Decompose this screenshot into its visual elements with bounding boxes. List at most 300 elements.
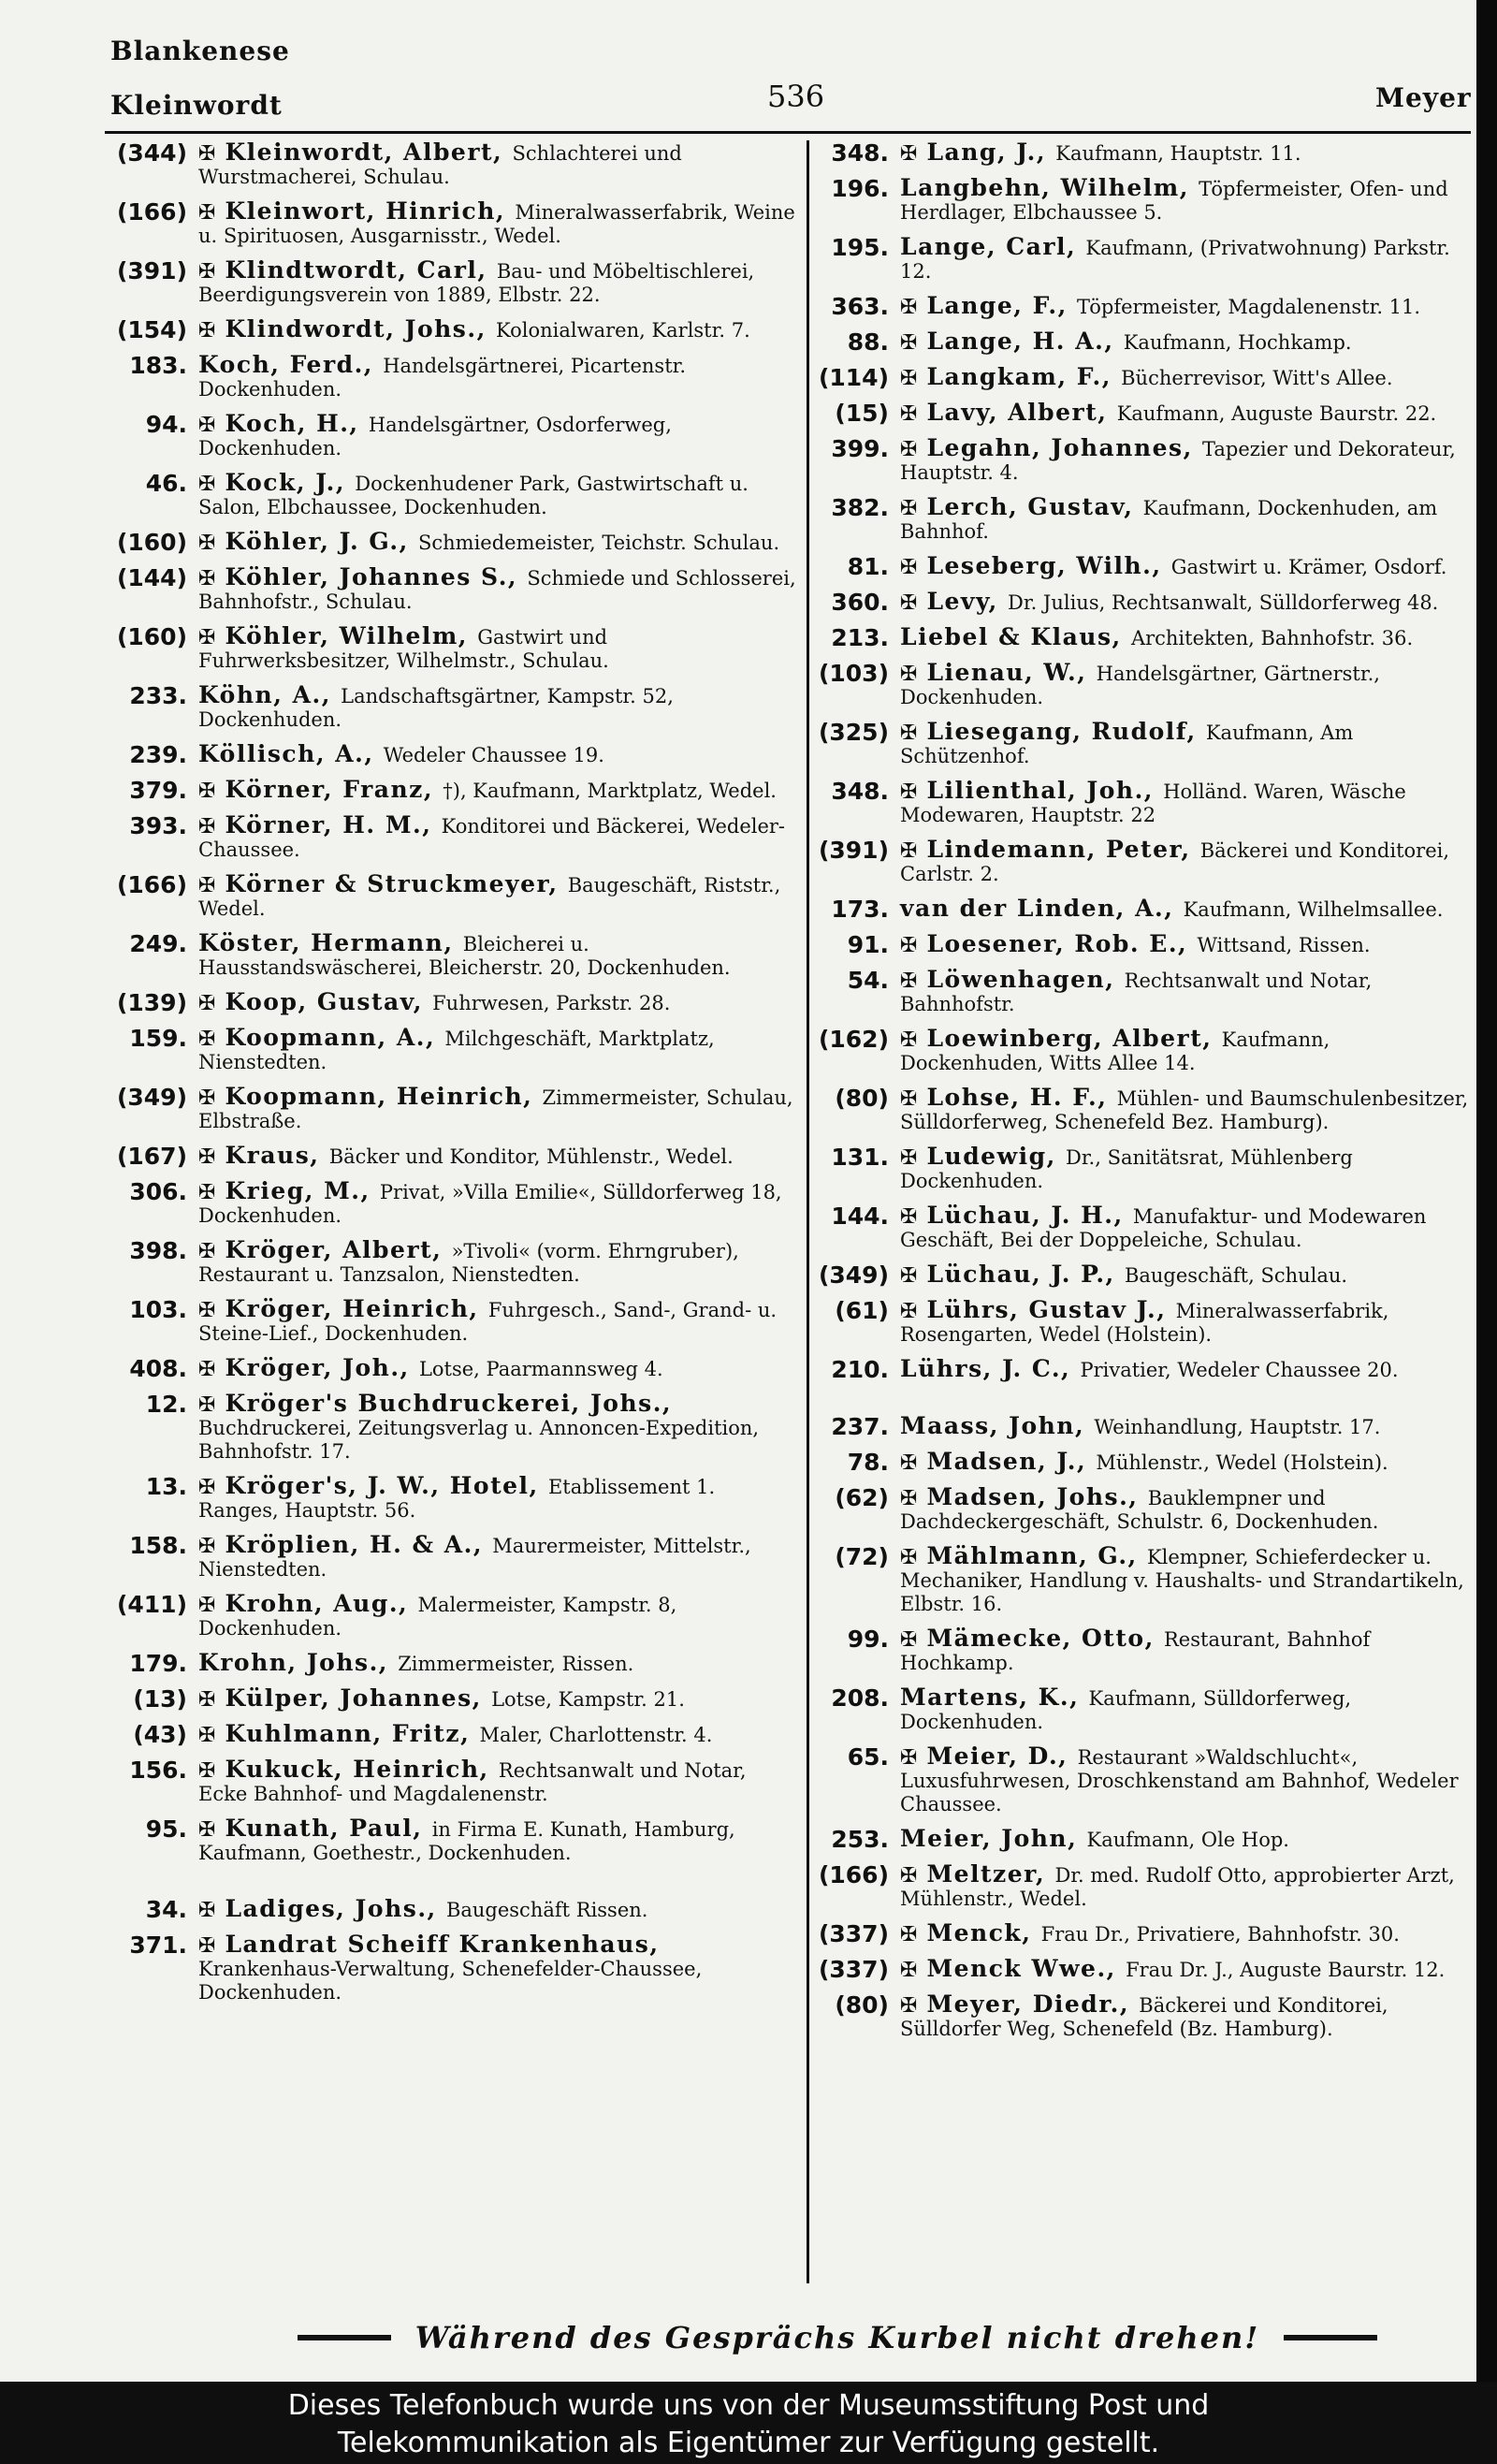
entry-description: Schmiede und Schlosserei, Bahnhofstr., Schulau.: [198, 567, 796, 613]
entry-description: Architekten, Bahnhofstr. 36.: [1130, 627, 1414, 649]
telephone-symbol-icon: ✠: [900, 1864, 918, 1888]
entry-number: 156.: [129, 1757, 187, 1784]
slogan-bar-right: [1284, 2335, 1377, 2340]
entry-description: Kaufmann, Wilhelmsallee.: [1183, 898, 1444, 921]
entry-text: [198, 1474, 797, 1523]
entry-text: [198, 412, 797, 460]
directory-entry: [816, 968, 1471, 1016]
telephone-symbol-icon: ✠: [198, 1393, 216, 1417]
entry-text: [900, 1957, 1471, 1982]
entry-number: 95.: [145, 1815, 187, 1843]
telephone-symbol-icon: ✠: [198, 532, 216, 555]
entry-name: Kuhlmann, Fritz,: [225, 1720, 480, 1747]
entry-text: [900, 590, 1471, 615]
telephone-symbol-icon: ✠: [198, 1476, 216, 1499]
entry-name: Lange, Carl,: [900, 233, 1086, 260]
directory-entry: [105, 990, 797, 1015]
entry-name: Klindwordt, Johs.,: [225, 315, 496, 343]
telephone-symbol-icon: ✠: [198, 201, 216, 225]
directory-entry: [105, 317, 797, 343]
telephone-symbol-icon: ✠: [198, 1818, 216, 1842]
telephone-symbol-icon: ✠: [900, 296, 918, 319]
entry-description: Privat, »Villa Emilie«, Sülldorferweg 18, Dockenhuden.: [198, 1181, 782, 1227]
entry-number: 239.: [129, 741, 187, 768]
entry-number: 34.: [145, 1896, 187, 1923]
telephone-symbol-icon: ✠: [198, 1724, 216, 1747]
header-rule: [105, 131, 1471, 134]
entry-name: Körner, Franz,: [225, 776, 443, 803]
entry-number: 382.: [831, 494, 889, 521]
directory-entry: [105, 1592, 797, 1640]
directory-entry: [105, 1757, 797, 1806]
entry-text: [198, 683, 797, 732]
telephone-symbol-icon: ✠: [900, 438, 918, 461]
entry-text: [900, 1027, 1471, 1075]
entry-description: Bau- und Möbeltischlerei, Beerdigungsverein von 1889, Elbstr. 22.: [198, 260, 755, 306]
entry-name: Madsen, Johs.,: [926, 1483, 1148, 1510]
telephone-symbol-icon: ✠: [900, 1959, 918, 1982]
telephone-symbol-icon: ✠: [900, 402, 918, 426]
entry-description: Weinhandlung, Hauptstr. 17.: [1094, 1416, 1381, 1438]
entry-name: Kraus,: [225, 1142, 329, 1169]
entry-description: Manufaktur- und Modewaren Geschäft, Bei der Doppeleiche, Schulau.: [900, 1205, 1427, 1251]
entry-number: (349): [116, 1084, 187, 1111]
entry-name: Kunath, Paul,: [225, 1815, 432, 1842]
directory-entry: [816, 661, 1471, 709]
telephone-symbol-icon: ✠: [198, 1086, 216, 1110]
entry-name: Meltzer,: [926, 1860, 1055, 1888]
entry-text: [198, 1722, 797, 1747]
entry-number: (13): [133, 1685, 187, 1713]
entry-text: [900, 838, 1471, 886]
entry-text: [198, 530, 797, 555]
entry-name: Ludewig,: [926, 1143, 1066, 1170]
entry-name: Lange, F.,: [926, 292, 1078, 319]
directory-entry: [105, 471, 797, 519]
directory-entry: [816, 590, 1471, 615]
entry-number: (15): [835, 400, 889, 427]
directory-entry: [105, 412, 797, 460]
entry-name: Kleinwordt, Albert,: [225, 139, 513, 166]
entry-name: Koch, Ferd.,: [198, 351, 384, 378]
entry-name: Meyer, Diedr.,: [926, 1990, 1140, 2018]
entry-number: 158.: [129, 1532, 187, 1559]
directory-entry: [105, 1392, 797, 1464]
entry-number: (166): [818, 1861, 889, 1888]
entry-name: Kröger's Buchdruckerei, Johs.,: [225, 1390, 673, 1417]
directory-entry: [816, 436, 1471, 485]
telephone-symbol-icon: ✠: [900, 970, 918, 993]
entry-number: 12.: [145, 1391, 187, 1418]
entry-number: 159.: [129, 1025, 187, 1052]
entry-name: Meier, John,: [900, 1825, 1087, 1852]
directory-entry: [105, 258, 797, 307]
entry-description: Dockenhudener Park, Gastwirtschaft u. Salon, Elbchaussee, Dockenhuden.: [198, 473, 748, 518]
entry-name: Kröger, Albert,: [225, 1236, 452, 1263]
entry-number: 210.: [831, 1356, 889, 1383]
entry-name: Löwenhagen,: [926, 966, 1125, 993]
directory-entry: [816, 140, 1471, 166]
directory-entry: [816, 1414, 1471, 1439]
telephone-symbol-icon: ✠: [900, 497, 918, 520]
entry-description: Kolonialwaren, Karlstr. 7.: [496, 319, 750, 342]
entry-name: Koop, Gustav,: [225, 988, 433, 1015]
slogan-bar-left: [298, 2335, 391, 2340]
entry-description: Kaufmann, (Privatwohnung) Parkstr. 12.: [900, 237, 1450, 283]
entry-number: 46.: [145, 470, 187, 497]
entry-name: Kröger, Joh.,: [225, 1354, 419, 1381]
entry-number: 237.: [831, 1413, 889, 1440]
footer-line-2: Telekommunikation als Eigentümer zur Verfügung gestellt.: [337, 2427, 1160, 2459]
entry-text: [900, 1827, 1471, 1852]
entry-number: (103): [818, 660, 889, 687]
directory-entry: [105, 1297, 797, 1346]
entry-description: Gastwirt und Fuhrwerksbesitzer, Wilhelmstr., Schulau.: [198, 626, 609, 672]
telephone-symbol-icon: ✠: [198, 1934, 216, 1958]
directory-entry: [816, 1145, 1471, 1193]
slogan-row: [211, 2319, 1464, 2356]
directory-entry: [816, 1921, 1471, 1946]
entry-text: [198, 1179, 797, 1228]
entry-number: 393.: [129, 812, 187, 839]
entry-number: 208.: [831, 1684, 889, 1712]
entry-number: 306.: [129, 1178, 187, 1205]
footer-notice: [0, 2382, 1497, 2464]
directory-entry: [816, 1862, 1471, 1911]
entry-number: (61): [835, 1297, 889, 1324]
entry-name: Körner, H. M.,: [225, 811, 442, 838]
telephone-symbol-icon: ✠: [198, 780, 216, 803]
entry-text: [198, 140, 797, 189]
entry-name: Lang, J.,: [926, 139, 1056, 166]
entry-description: Landschaftsgärtner, Kampstr. 52, Dockenhuden.: [198, 685, 674, 731]
entry-text: [900, 401, 1471, 426]
entry-number: 183.: [129, 352, 187, 379]
entry-number: 144.: [831, 1203, 889, 1230]
entry-number: (160): [116, 529, 187, 556]
directory-entry: [105, 1651, 797, 1676]
entry-description: Frau Dr., Privatiere, Bahnhofstr. 30.: [1040, 1923, 1400, 1946]
entry-description: Dr. Julius, Rechtsanwalt, Sülldorferweg 48.: [1008, 591, 1439, 614]
range-start-heading: Kleinwordt: [110, 90, 283, 121]
directory-entry: [105, 199, 797, 248]
telephone-symbol-icon: ✠: [900, 591, 918, 615]
telephone-symbol-icon: ✠: [198, 626, 216, 649]
directory-entry: [105, 1722, 797, 1747]
entry-description: Kaufmann, Dockenhuden, Witts Allee 14.: [900, 1028, 1330, 1074]
entry-description: Wittsand, Rissen.: [1197, 934, 1371, 956]
entry-text: [900, 625, 1471, 650]
entry-text: [198, 258, 797, 307]
entry-name: Martens, K.,: [900, 1684, 1089, 1711]
entry-number: 179.: [129, 1650, 187, 1677]
telephone-symbol-icon: ✠: [198, 1358, 216, 1381]
entry-number: (139): [116, 989, 187, 1016]
telephone-symbol-icon: ✠: [198, 1145, 216, 1169]
entry-number: (325): [818, 719, 889, 746]
entry-number: (391): [818, 837, 889, 864]
telephone-symbol-icon: ✠: [900, 780, 918, 804]
telephone-symbol-icon: ✠: [198, 1759, 216, 1783]
entry-description: Restaurant, Bahnhof Hochkamp.: [900, 1628, 1371, 1674]
directory-entry: [816, 554, 1471, 579]
entry-description: Baugeschäft, Riststr., Wedel.: [198, 874, 781, 920]
entry-name: Köllisch, A.,: [198, 740, 384, 767]
entry-text: [198, 1144, 797, 1169]
entry-text: [198, 813, 797, 862]
telephone-symbol-icon: ✠: [900, 1264, 918, 1288]
directory-entry: [105, 1085, 797, 1133]
entry-description: »Tivoli« (vorm. Ehrngruber), Restaurant u. Tanzsalon, Nienstedten.: [198, 1240, 739, 1286]
entry-name: Kukuck, Heinrich,: [225, 1756, 499, 1783]
column-divider: [807, 140, 809, 2283]
directory-entry: [816, 897, 1471, 922]
entry-number: 233.: [129, 682, 187, 709]
directory-entry: [105, 1179, 797, 1228]
entry-text: [900, 329, 1471, 355]
directory-entry: [105, 1144, 797, 1169]
entry-number: (72): [835, 1543, 889, 1570]
entry-name: Krohn, Aug.,: [225, 1590, 418, 1617]
entry-number: 13.: [145, 1473, 187, 1500]
entry-text: [198, 1816, 797, 1865]
entry-name: Kleinwort, Hinrich,: [225, 197, 516, 225]
entry-text: [900, 1414, 1471, 1439]
entry-text: [900, 1862, 1471, 1911]
entry-number: 88.: [847, 328, 889, 356]
entry-name: Levy,: [926, 588, 1008, 615]
directory-entry: [816, 176, 1471, 225]
entry-text: [198, 990, 797, 1015]
directory-entry: [816, 1203, 1471, 1252]
entry-text: [198, 1533, 797, 1582]
entry-text: [198, 778, 797, 803]
entry-description: Lotse, Paarmannsweg 4.: [418, 1358, 663, 1380]
entry-name: Meier, D.,: [926, 1742, 1078, 1770]
directory-entry: [105, 1238, 797, 1287]
entry-text: [900, 1685, 1471, 1734]
entry-description: Handelsgärtnerei, Picartenstr. Dockenhuden.: [198, 355, 687, 401]
entry-name: Ladiges, Johs.,: [225, 1895, 446, 1922]
entry-text: [198, 1026, 797, 1074]
directory-entry: [816, 838, 1471, 886]
entry-description: Kaufmann, Sülldorferweg, Dockenhuden.: [900, 1687, 1352, 1733]
entry-number: 253.: [831, 1826, 889, 1853]
directory-entry: [816, 1626, 1471, 1675]
entry-number: 363.: [831, 293, 889, 320]
entry-description: †), Kaufmann, Marktplatz, Wedel.: [443, 780, 777, 802]
entry-name: Klindtwordt, Carl,: [225, 256, 497, 284]
entry-text: [198, 1686, 797, 1712]
telephone-symbol-icon: ✠: [900, 367, 918, 390]
entry-text: [198, 624, 797, 673]
entry-name: Landrat Scheiff Krankenhaus,: [225, 1931, 660, 1958]
entry-name: Köster, Hermann,: [198, 929, 463, 956]
entry-number: (154): [116, 316, 187, 343]
entry-description: Fuhrwesen, Parkstr. 28.: [432, 992, 671, 1014]
entry-description: Tapezier und Dekorateur, Hauptstr. 4.: [900, 438, 1456, 484]
entry-text: [198, 1932, 797, 2005]
entry-description: Kaufmann, Ole Hop.: [1086, 1829, 1289, 1851]
entry-name: Krieg, M.,: [225, 1177, 380, 1204]
directory-entry: [105, 140, 797, 189]
entry-text: [900, 554, 1471, 579]
entry-text: [900, 294, 1471, 319]
telephone-symbol-icon: ✠: [198, 260, 216, 284]
entry-number: 348.: [831, 139, 889, 167]
directory-entry: [816, 365, 1471, 390]
entry-name: Koch, H.,: [225, 410, 369, 437]
directory-entry: [105, 1897, 797, 1922]
entry-text: [198, 1297, 797, 1346]
entry-description: Krankenhaus-Verwaltung, Schenefelder-Chaussee, Dockenhuden.: [198, 1958, 703, 2004]
entry-number: (144): [116, 564, 187, 591]
entry-number: (114): [818, 364, 889, 391]
telephone-symbol-icon: ✠: [198, 142, 216, 166]
entry-text: [198, 1592, 797, 1640]
entry-name: Langbehn, Wilhelm,: [900, 174, 1199, 201]
entry-text: [900, 1992, 1471, 2041]
directory-entry: [816, 1744, 1471, 1816]
entry-name: Koopmann, A.,: [225, 1024, 445, 1051]
telephone-symbol-icon: ✠: [900, 1487, 918, 1510]
telephone-symbol-icon: ✠: [900, 142, 918, 166]
directory-entry: [105, 778, 797, 803]
entry-text: [198, 471, 797, 519]
directory-entry: [816, 1827, 1471, 1852]
directory-entry: [816, 1992, 1471, 2041]
entry-text: [900, 495, 1471, 544]
entry-text: [900, 932, 1471, 957]
directory-entry: [105, 530, 797, 555]
telephone-symbol-icon: ✠: [900, 1628, 918, 1652]
entry-text: [900, 1298, 1471, 1347]
entry-name: Kröger, Heinrich,: [225, 1295, 488, 1322]
entry-name: Legahn, Johannes,: [926, 434, 1202, 461]
entry-text: [198, 1651, 797, 1676]
entry-name: Krohn, Johs.,: [198, 1649, 399, 1676]
entry-description: Kaufmann, Auguste Baurstr. 22.: [1116, 402, 1437, 425]
directory-entry: [816, 932, 1471, 957]
directory-entry: [816, 1298, 1471, 1347]
entry-text: [198, 1238, 797, 1287]
entry-name: Mählmann, G.,: [926, 1542, 1147, 1569]
right-column: [816, 140, 1471, 2051]
telephone-symbol-icon: ✠: [198, 473, 216, 496]
entry-text: [900, 1357, 1471, 1382]
entry-text: [198, 931, 797, 980]
entry-text: [900, 1744, 1471, 1816]
entry-description: Maler, Charlottenstr. 4.: [479, 1724, 713, 1746]
entry-number: 408.: [129, 1355, 187, 1382]
telephone-symbol-icon: ✠: [198, 414, 216, 437]
entry-name: Menck,: [926, 1919, 1041, 1946]
directory-entry: [105, 353, 797, 401]
entry-description: Schlachterei und Wurstmacherei, Schulau.: [198, 142, 682, 188]
entry-number: 379.: [129, 777, 187, 804]
entry-description: Bleicherei u. Hausstandswäscherei, Bleicherstr. 20, Dockenhuden.: [198, 933, 731, 979]
directory-entry: [105, 565, 797, 614]
directory-entry: [816, 1685, 1471, 1734]
directory-entry: [105, 872, 797, 921]
telephone-symbol-icon: ✠: [198, 1688, 216, 1712]
entry-description: Klempner, Schieferdecker u. Mechaniker, Handlung v. Haushalts- und Strandartikeln, Elbstr. 16.: [900, 1546, 1464, 1615]
entry-number: (80): [835, 1085, 889, 1112]
directory-entry: [105, 1686, 797, 1712]
entry-text: [900, 436, 1471, 485]
entry-description: Handelsgärtner, Osdorferweg, Dockenhuden.: [198, 414, 672, 459]
entry-name: Loesener, Rob. E.,: [926, 930, 1198, 957]
entry-text: [900, 140, 1471, 166]
telephone-symbol-icon: ✠: [198, 1594, 216, 1617]
entry-description: Etablissement 1. Ranges, Hauptstr. 56.: [198, 1476, 716, 1522]
entry-name: Lerch, Gustav,: [926, 493, 1143, 520]
telephone-symbol-icon: ✠: [198, 1240, 216, 1263]
entry-name: Menck Wwe.,: [926, 1955, 1126, 1982]
entry-description: Rechtsanwalt und Notar, Bahnhofstr.: [900, 970, 1373, 1015]
directory-entry: [816, 625, 1471, 650]
location-heading: Blankenese: [110, 36, 290, 66]
telephone-symbol-icon: ✠: [900, 934, 918, 957]
directory-entry: [105, 683, 797, 732]
entry-name: Lohse, H. F.,: [926, 1084, 1117, 1111]
telephone-symbol-icon: ✠: [198, 874, 216, 897]
directory-entry: [816, 1957, 1471, 1982]
entry-name: Lindemann, Peter,: [926, 836, 1200, 863]
entry-description: Kaufmann, Hauptstr. 11.: [1055, 142, 1301, 165]
directory-entry: [105, 1932, 797, 2005]
directory-entry: [816, 1262, 1471, 1288]
entry-description: Bäckerei und Konditorei, Sülldorfer Weg, Schenefeld (Bz. Hamburg).: [900, 1994, 1388, 2040]
entry-description: Handelsgärtner, Gärtnerstr., Dockenhuden.: [900, 663, 1380, 708]
telephone-symbol-icon: ✠: [900, 1746, 918, 1770]
entry-name: Kröplien, H. & A.,: [225, 1531, 493, 1558]
entry-number: 103.: [129, 1296, 187, 1323]
entry-text: [900, 1145, 1471, 1193]
entry-description: Fuhrgesch., Sand-, Grand- u. Steine-Lief., Dockenhuden.: [198, 1299, 778, 1345]
entry-description: Baugeschäft, Schulau.: [1124, 1264, 1348, 1287]
entry-description: Bauklempner und Dachdeckergeschäft, Schulstr. 6, Dockenhuden.: [900, 1487, 1379, 1533]
entry-text: [900, 1203, 1471, 1252]
entry-number: (337): [818, 1956, 889, 1983]
entry-description: Baugeschäft Rissen.: [445, 1899, 648, 1921]
entry-number: 99.: [847, 1626, 889, 1653]
directory-entry: [816, 235, 1471, 284]
entry-text: [900, 365, 1471, 390]
telephone-symbol-icon: ✠: [900, 1205, 918, 1229]
entry-text: [198, 1757, 797, 1806]
entry-description: Kaufmann, Am Schützenhof.: [900, 722, 1354, 767]
entry-number: (43): [133, 1721, 187, 1748]
entry-text: [198, 317, 797, 343]
entry-description: Buchdruckerei, Zeitungsverlag u. Annoncen-Expedition, Bahnhofstr. 17.: [198, 1417, 760, 1463]
entry-name: Lüchau, J. H.,: [926, 1202, 1133, 1229]
entry-number: 249.: [129, 930, 187, 957]
directory-entry: [816, 1086, 1471, 1134]
directory-entry: [816, 329, 1471, 355]
telephone-symbol-icon: ✠: [198, 567, 216, 590]
entry-description: Mühlen- und Baumschulenbesitzer, Sülldorferweg, Schenefeld Bez. Hamburg).: [900, 1087, 1469, 1133]
entry-description: Zimmermeister, Rissen.: [398, 1653, 634, 1675]
telephone-symbol-icon: ✠: [900, 1923, 918, 1946]
entry-name: Maass, John,: [900, 1412, 1095, 1439]
telephone-symbol-icon: ✠: [900, 556, 918, 579]
entry-text: [198, 1356, 797, 1381]
entry-description: in Firma E. Kunath, Hamburg, Kaufmann, Goethestr., Dockenhuden.: [198, 1818, 735, 1864]
entry-name: Köhler, Johannes S.,: [225, 563, 528, 590]
entry-name: Madsen, J.,: [926, 1448, 1097, 1475]
entry-text: [198, 1085, 797, 1133]
